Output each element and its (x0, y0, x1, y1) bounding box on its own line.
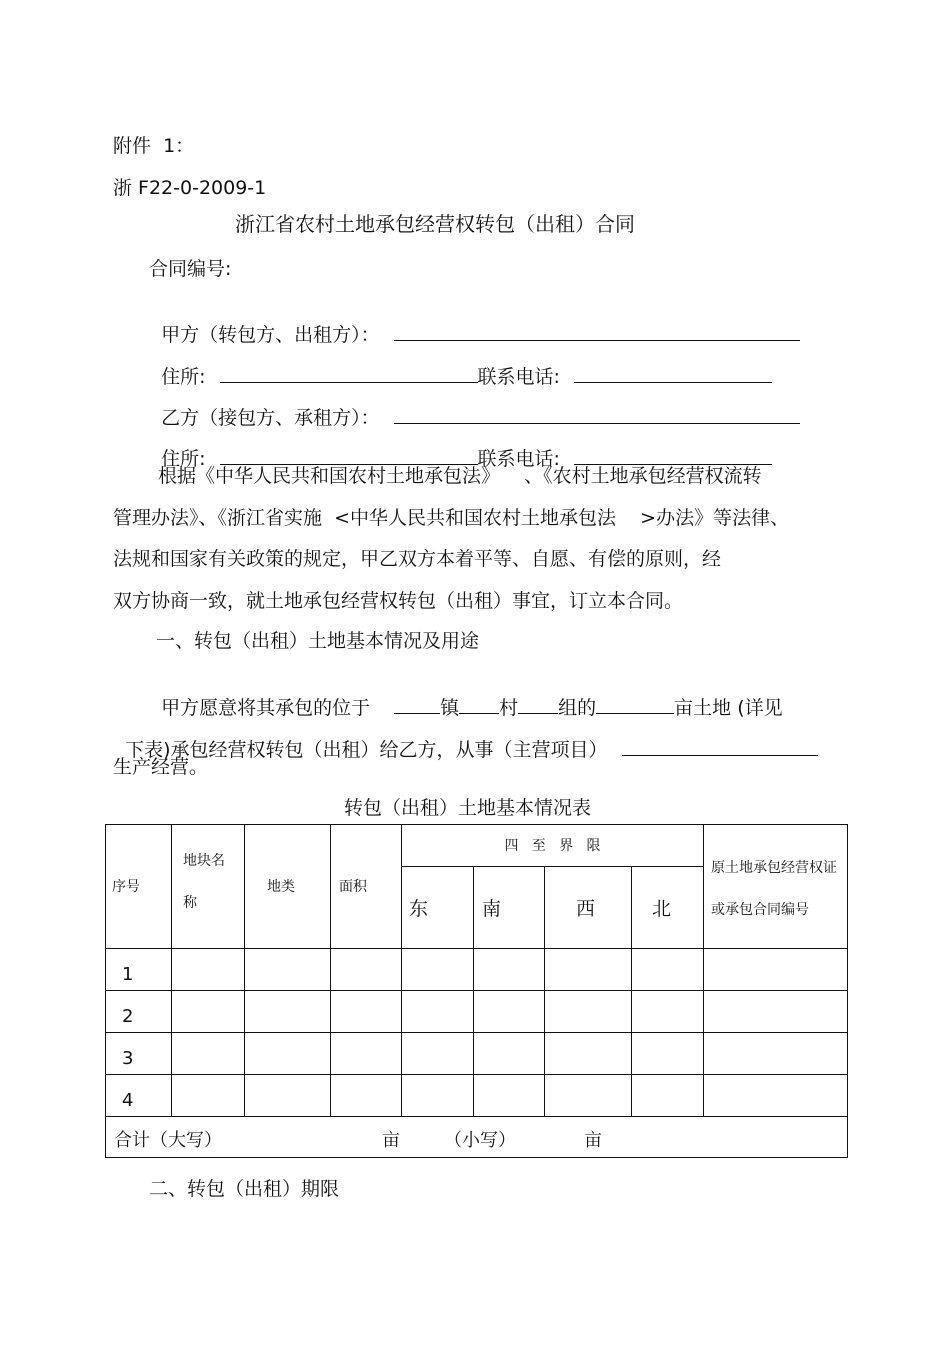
header-north: 北 (632, 867, 704, 949)
row-number: 1 (106, 949, 172, 991)
group-label: 组的 (558, 697, 597, 719)
preamble-line-1: 根据《中华人民共和国农村土地承包法》 、《农村土地承包经营权流转 (158, 465, 762, 487)
preamble-line-3: 法规和国家有关政策的规定，甲乙双方本着平等、自愿、有偿的原则，经 (113, 548, 722, 570)
total-mu-unit: 亩 (382, 1130, 400, 1151)
section-1-heading: 一、转包（出租）土地基本情况及用途 (156, 630, 480, 652)
address-label: 住所: (161, 366, 206, 388)
table-row (106, 1033, 848, 1075)
party-b-label: 乙方（接包方、承租方）： (161, 407, 380, 429)
header-plot-name: 地块名称 (172, 825, 245, 949)
land-info-table (105, 824, 848, 1158)
row-number: 2 (106, 991, 172, 1033)
mu-field[interactable] (596, 695, 674, 714)
mu-land-label: 亩土地 (详见 (674, 697, 783, 719)
group-field[interactable] (518, 695, 558, 714)
row-number: 4 (106, 1075, 172, 1117)
header-west: 西 (545, 867, 632, 949)
party-a-field[interactable] (394, 322, 800, 341)
location-text: 甲方愿意将其承包的位于 (161, 697, 371, 719)
total-uppercase-label: 合计（大写） (114, 1130, 222, 1151)
table-row (106, 1075, 848, 1117)
table-row (106, 991, 848, 1033)
header-south: 南 (474, 867, 545, 949)
header-seq: 序号 (106, 825, 172, 949)
contract-number-label: 合同编号: (149, 258, 232, 280)
header-area: 面积 (331, 825, 402, 949)
section-2-heading: 二、转包（出租）期限 (149, 1178, 340, 1200)
business-field[interactable] (622, 737, 818, 756)
total-lowercase-label: （小写） (444, 1130, 516, 1151)
row-number: 3 (106, 1033, 172, 1075)
phone-label: 联系电话: (477, 366, 560, 388)
phone-label: 联系电话: (477, 448, 560, 470)
total-cell (106, 1117, 848, 1158)
header-land-type: 地类 (245, 825, 331, 949)
table-row (106, 949, 848, 991)
total-mu-unit-2: 亩 (584, 1130, 602, 1151)
total-row (106, 1117, 848, 1158)
party-b-phone-field[interactable] (574, 446, 772, 465)
header-certificate: 原土地承包经营权证或承包合同编号 (704, 825, 848, 949)
preamble-line-4: 双方协商一致，就土地承包经营权转包（出租）事宜，订立本合同。 (113, 590, 684, 612)
village-field[interactable] (459, 695, 499, 714)
town-label: 镇 (440, 697, 460, 719)
header-boundaries: 四 至 界 限 (402, 825, 704, 867)
page-title: 浙江省农村土地承包经营权转包（出租）合同 (235, 212, 635, 236)
header-east: 东 (402, 867, 474, 949)
address-label: 住所: (161, 448, 206, 470)
party-a-label: 甲方（转包方、出租方）： (161, 324, 380, 346)
section-1-line-3: 生产经营。 (113, 756, 209, 778)
form-code: 浙 F22-0-2009-1 (113, 177, 267, 199)
preamble-line-2: 管理办法》、《浙江省实施 <中华人民共和国农村土地承包法 >办法》等法律、 (113, 507, 790, 529)
table-caption: 转包（出租）土地基本情况表 (344, 797, 592, 819)
party-b-address-field[interactable] (220, 446, 478, 465)
business-text: 下表)承包经营权转包（出租）给乙方，从事（主营项目） (125, 739, 608, 761)
village-label: 村 (499, 697, 519, 719)
town-field[interactable] (394, 695, 440, 714)
attachment-label: 附件 1： (113, 135, 195, 157)
section-1-line-2 (113, 713, 818, 762)
